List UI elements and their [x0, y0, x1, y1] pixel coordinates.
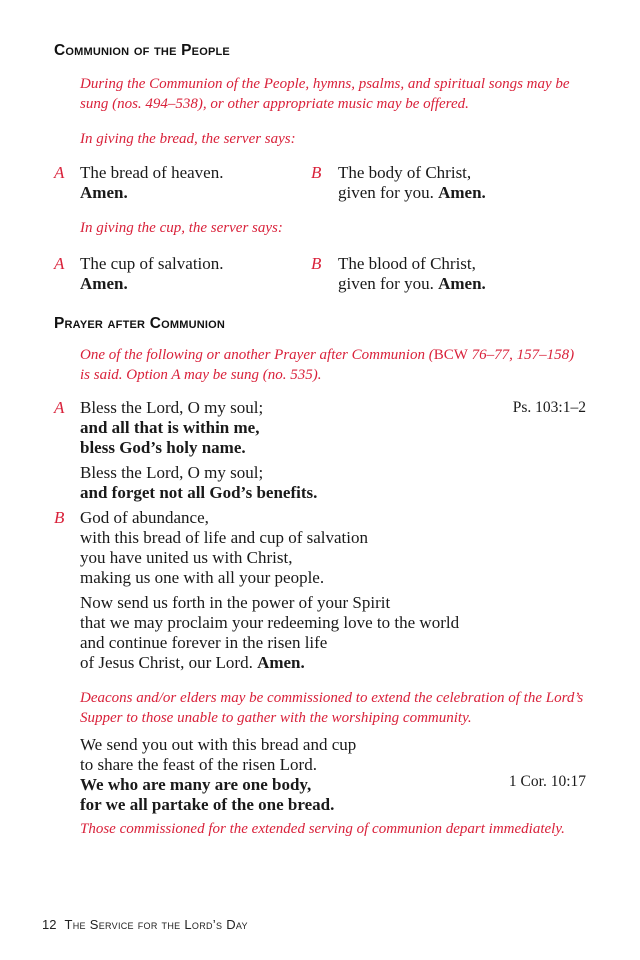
prayer-line: making us one with all your people.	[80, 568, 325, 587]
response-amen: Amen.	[438, 274, 486, 293]
leader-line: Bless the Lord, O my soul;	[80, 463, 264, 482]
prayer-amen: Amen.	[257, 653, 305, 672]
response-line: The cup of salvation.	[80, 254, 224, 273]
rubric-text: One of the following or another Prayer after Communion (	[80, 347, 434, 363]
response-text: given for you.	[338, 183, 434, 202]
response-line: The body of Christ,	[338, 163, 472, 182]
scripture-reference: Ps. 103:1–2	[512, 399, 586, 416]
response-line	[338, 183, 486, 203]
scripture-reference: 1 Cor. 10:17	[508, 773, 586, 790]
option-b-stanza-1	[80, 508, 368, 588]
rubric-line: During the Communion of the People, hymns, psalms, and spiritual songs may be	[80, 76, 570, 92]
running-title: The Service for the Lord’s Day	[64, 917, 248, 932]
prayer-line: that we may proclaim your redeeming love to the world	[80, 613, 460, 632]
rubric-giving-bread: In giving the bread, the server says:	[80, 131, 296, 147]
leader-line: to share the feast of the risen Lord.	[80, 755, 317, 774]
option-label-a: A	[54, 163, 65, 182]
prayer-line: you have united us with Christ,	[80, 548, 293, 567]
prayer-text: of Jesus Christ, our Lord.	[80, 653, 253, 672]
option-label-a: A	[54, 398, 65, 417]
rubric-line: Deacons and/or elders may be commissioned to extend the celebration of the Lord’s	[80, 690, 584, 706]
option-label-b: B	[54, 508, 65, 527]
prayer-line: God of abundance,	[80, 508, 209, 527]
people-line: We who are many are one body,	[80, 775, 312, 794]
people-line: for we all partake of the one bread.	[80, 795, 335, 814]
rubric-line: sung (nos. 494–538), or other appropriate music may be offered.	[80, 96, 469, 112]
rubric-abbrev-bcw: BCW	[433, 347, 468, 363]
option-label-b: B	[311, 163, 322, 182]
page-footer	[42, 917, 248, 932]
rubric-deacons-elders	[80, 688, 600, 728]
prayer-line: with this bread of life and cup of salvation	[80, 528, 368, 547]
prayer-line	[80, 653, 459, 673]
response-amen: Amen.	[80, 183, 128, 202]
option-label-a: A	[54, 254, 65, 273]
leader-line: Bless the Lord, O my soul;	[80, 398, 264, 417]
section-heading-communion: Communion of the People	[54, 42, 230, 59]
people-line: and forget not all God’s benefits.	[80, 483, 318, 502]
prayer-line: and continue forever in the risen life	[80, 633, 328, 652]
option-b-stanza-2	[80, 593, 459, 673]
prayer-line: Now send us forth in the power of your Spirit	[80, 593, 391, 612]
cup-option-a	[80, 254, 224, 294]
rubric-depart: Those commissioned for the extended serving of communion depart immediately.	[80, 821, 565, 837]
bread-option-b	[338, 163, 486, 203]
option-label-b: B	[311, 254, 322, 273]
response-line	[338, 274, 486, 294]
people-line: and all that is within me,	[80, 418, 260, 437]
rubric-line	[80, 345, 600, 365]
sending-words	[80, 735, 356, 815]
response-line: The bread of heaven.	[80, 163, 224, 182]
leader-line: We send you out with this bread and cup	[80, 735, 357, 754]
section-heading-prayer-after-communion: Prayer after Communion	[54, 315, 226, 332]
rubric-text: 76–77, 157–158)	[467, 347, 575, 363]
rubric-line: Supper to those unable to gather with the worshiping community.	[80, 710, 472, 726]
response-line: The blood of Christ,	[338, 254, 476, 273]
response-amen: Amen.	[80, 274, 128, 293]
rubric-line: is said. Option A may be sung (no. 535).	[80, 367, 322, 383]
bread-option-a	[80, 163, 223, 203]
people-line: bless God’s holy name.	[80, 438, 246, 457]
page-number: 12	[42, 917, 57, 932]
option-a-stanza-1	[80, 398, 263, 458]
rubric-giving-cup: In giving the cup, the server says:	[80, 220, 283, 236]
response-amen: Amen.	[438, 183, 486, 202]
rubric-prayer-after	[80, 345, 600, 385]
response-text: given for you.	[338, 274, 434, 293]
cup-option-b	[338, 254, 486, 294]
rubric-communion-intro	[80, 74, 600, 114]
option-a-stanza-2	[80, 463, 317, 503]
